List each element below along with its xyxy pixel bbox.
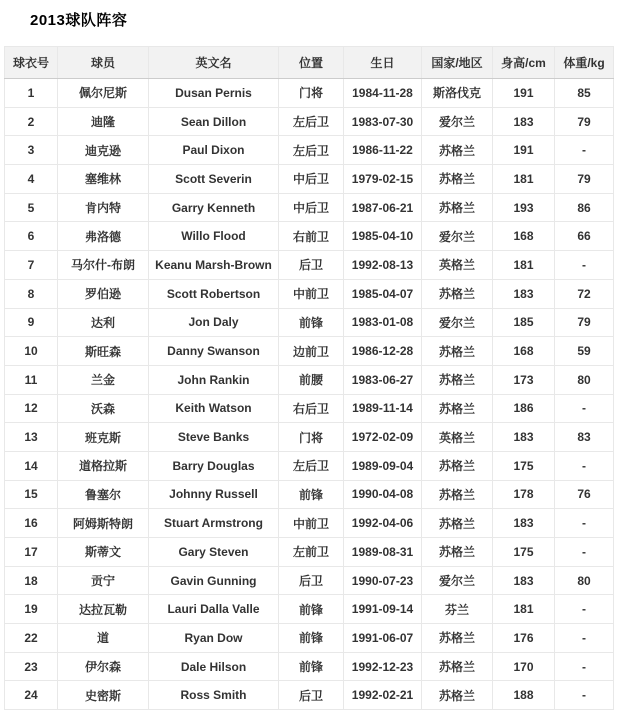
table-cell: Danny Swanson — [149, 337, 279, 366]
table-cell: - — [555, 451, 614, 480]
table-cell: 迪克逊 — [58, 136, 149, 165]
table-row — [5, 107, 614, 136]
table-cell: Ryan Dow — [149, 624, 279, 653]
table-row — [5, 251, 614, 280]
table-cell: 1985-04-07 — [344, 279, 422, 308]
table-cell: - — [555, 681, 614, 710]
table-cell: 前腰 — [279, 365, 344, 394]
table-cell: 168 — [493, 337, 555, 366]
table-cell: 183 — [493, 279, 555, 308]
table-cell: Scott Robertson — [149, 279, 279, 308]
table-cell: 183 — [493, 107, 555, 136]
table-cell: 边前卫 — [279, 337, 344, 366]
table-cell: John Rankin — [149, 365, 279, 394]
table-row — [5, 538, 614, 567]
table-cell: Barry Douglas — [149, 451, 279, 480]
table-cell: 17 — [5, 538, 58, 567]
table-row — [5, 222, 614, 251]
table-cell: 7 — [5, 251, 58, 280]
table-cell: 1986-11-22 — [344, 136, 422, 165]
table-cell: 72 — [555, 279, 614, 308]
table-cell: 苏格兰 — [422, 681, 493, 710]
table-cell: 181 — [493, 251, 555, 280]
table-row — [5, 136, 614, 165]
table-cell: Steve Banks — [149, 423, 279, 452]
table-cell: 中后卫 — [279, 165, 344, 194]
table-cell: 左后卫 — [279, 107, 344, 136]
header-row — [5, 47, 614, 79]
table-row — [5, 451, 614, 480]
table-cell: 班克斯 — [58, 423, 149, 452]
table-cell: 19 — [5, 595, 58, 624]
table-cell: 爱尔兰 — [422, 308, 493, 337]
table-cell: 85 — [555, 79, 614, 108]
table-cell: 24 — [5, 681, 58, 710]
table-cell: - — [555, 136, 614, 165]
table-cell: 伊尔森 — [58, 652, 149, 681]
table-cell: 170 — [493, 652, 555, 681]
table-cell: 1983-07-30 — [344, 107, 422, 136]
table-cell: 爱尔兰 — [422, 566, 493, 595]
table-cell: 178 — [493, 480, 555, 509]
column-header-5: 国家/地区 — [422, 47, 493, 79]
table-cell: 16 — [5, 509, 58, 538]
table-cell: 斯旺森 — [58, 337, 149, 366]
table-cell: 5 — [5, 193, 58, 222]
column-header-1: 球员 — [58, 47, 149, 79]
table-cell: 1992-08-13 — [344, 251, 422, 280]
table-cell: 苏格兰 — [422, 509, 493, 538]
table-cell: 史密斯 — [58, 681, 149, 710]
table-cell: 罗伯逊 — [58, 279, 149, 308]
table-cell: 1983-06-27 — [344, 365, 422, 394]
table-cell: 前锋 — [279, 652, 344, 681]
table-cell: Jon Daly — [149, 308, 279, 337]
table-cell: - — [555, 624, 614, 653]
table-cell: 肯内特 — [58, 193, 149, 222]
table-cell: 181 — [493, 595, 555, 624]
table-cell: 塞维林 — [58, 165, 149, 194]
table-cell: 苏格兰 — [422, 193, 493, 222]
table-cell: 沃森 — [58, 394, 149, 423]
table-cell: 2 — [5, 107, 58, 136]
table-row — [5, 566, 614, 595]
table-cell: Scott Severin — [149, 165, 279, 194]
table-cell: 前锋 — [279, 595, 344, 624]
table-cell: 爱尔兰 — [422, 107, 493, 136]
table-cell: 13 — [5, 423, 58, 452]
table-cell: 191 — [493, 79, 555, 108]
table-cell: 8 — [5, 279, 58, 308]
table-cell: 1991-09-14 — [344, 595, 422, 624]
column-header-0: 球衣号 — [5, 47, 58, 79]
table-cell: 183 — [493, 566, 555, 595]
table-cell: 4 — [5, 165, 58, 194]
table-row — [5, 337, 614, 366]
table-cell: 左前卫 — [279, 538, 344, 567]
table-cell: Paul Dixon — [149, 136, 279, 165]
table-cell: 前锋 — [279, 624, 344, 653]
table-cell: Gavin Gunning — [149, 566, 279, 595]
table-cell: Ross Smith — [149, 681, 279, 710]
table-cell: 苏格兰 — [422, 365, 493, 394]
table-row — [5, 308, 614, 337]
column-header-6: 身高/cm — [493, 47, 555, 79]
table-cell: Dale Hilson — [149, 652, 279, 681]
table-cell: 苏格兰 — [422, 337, 493, 366]
table-cell: 贡宁 — [58, 566, 149, 595]
table-cell: 193 — [493, 193, 555, 222]
table-cell: Gary Steven — [149, 538, 279, 567]
table-row — [5, 279, 614, 308]
table-cell: 1992-02-21 — [344, 681, 422, 710]
table-row — [5, 595, 614, 624]
table-cell: 左后卫 — [279, 451, 344, 480]
table-cell: 达拉瓦勒 — [58, 595, 149, 624]
table-cell: - — [555, 251, 614, 280]
table-cell: 59 — [555, 337, 614, 366]
table-body — [5, 79, 614, 710]
table-row — [5, 165, 614, 194]
table-cell: 18 — [5, 566, 58, 595]
table-row — [5, 509, 614, 538]
table-cell: 10 — [5, 337, 58, 366]
table-cell: - — [555, 509, 614, 538]
table-cell: 苏格兰 — [422, 136, 493, 165]
table-cell: 1984-11-28 — [344, 79, 422, 108]
table-cell: 12 — [5, 394, 58, 423]
column-header-4: 生日 — [344, 47, 422, 79]
table-cell: Willo Flood — [149, 222, 279, 251]
table-cell: Keanu Marsh-Brown — [149, 251, 279, 280]
table-cell: Dusan Pernis — [149, 79, 279, 108]
table-cell: 15 — [5, 480, 58, 509]
table-cell: 185 — [493, 308, 555, 337]
table-cell: 佩尔尼斯 — [58, 79, 149, 108]
table-cell: 79 — [555, 308, 614, 337]
table-cell: 马尔什-布朗 — [58, 251, 149, 280]
table-cell: 22 — [5, 624, 58, 653]
roster-table — [4, 46, 614, 710]
column-header-3: 位置 — [279, 47, 344, 79]
table-cell: 英格兰 — [422, 251, 493, 280]
table-row — [5, 681, 614, 710]
table-cell: - — [555, 538, 614, 567]
table-cell: Keith Watson — [149, 394, 279, 423]
table-cell: 1987-06-21 — [344, 193, 422, 222]
table-cell: 苏格兰 — [422, 165, 493, 194]
table-cell: 79 — [555, 107, 614, 136]
table-cell: 苏格兰 — [422, 480, 493, 509]
table-cell: 道 — [58, 624, 149, 653]
table-cell: 左后卫 — [279, 136, 344, 165]
table-cell: Garry Kenneth — [149, 193, 279, 222]
table-cell: 6 — [5, 222, 58, 251]
table-cell: Johnny Russell — [149, 480, 279, 509]
table-cell: - — [555, 394, 614, 423]
table-cell: 苏格兰 — [422, 538, 493, 567]
table-cell: 中前卫 — [279, 279, 344, 308]
table-row — [5, 394, 614, 423]
table-row — [5, 365, 614, 394]
table-cell: 道格拉斯 — [58, 451, 149, 480]
table-cell: 86 — [555, 193, 614, 222]
table-cell: 1979-02-15 — [344, 165, 422, 194]
table-cell: 1989-09-04 — [344, 451, 422, 480]
table-cell: 爱尔兰 — [422, 222, 493, 251]
table-cell: 阿姆斯特朗 — [58, 509, 149, 538]
table-cell: 1983-01-08 — [344, 308, 422, 337]
table-cell: 175 — [493, 538, 555, 567]
table-cell: 1992-12-23 — [344, 652, 422, 681]
table-cell: 中前卫 — [279, 509, 344, 538]
table-cell: Lauri Dalla Valle — [149, 595, 279, 624]
table-cell: 176 — [493, 624, 555, 653]
column-header-7: 体重/kg — [555, 47, 614, 79]
table-cell: 80 — [555, 365, 614, 394]
column-header-2: 英文名 — [149, 47, 279, 79]
table-cell: 苏格兰 — [422, 279, 493, 308]
table-cell: 斯洛伐克 — [422, 79, 493, 108]
table-cell: 兰金 — [58, 365, 149, 394]
table-cell: 斯蒂文 — [58, 538, 149, 567]
table-cell: 苏格兰 — [422, 394, 493, 423]
table-cell: 达利 — [58, 308, 149, 337]
table-cell: 76 — [555, 480, 614, 509]
table-row — [5, 193, 614, 222]
table-cell: 183 — [493, 423, 555, 452]
table-cell: 苏格兰 — [422, 624, 493, 653]
table-cell: 188 — [493, 681, 555, 710]
table-cell: Sean Dillon — [149, 107, 279, 136]
table-cell: 右前卫 — [279, 222, 344, 251]
table-cell: 后卫 — [279, 251, 344, 280]
table-cell: 1990-07-23 — [344, 566, 422, 595]
table-cell: 11 — [5, 365, 58, 394]
table-cell: 3 — [5, 136, 58, 165]
table-row — [5, 480, 614, 509]
table-cell: 弗洛德 — [58, 222, 149, 251]
table-cell: 苏格兰 — [422, 652, 493, 681]
table-cell: 1992-04-06 — [344, 509, 422, 538]
table-cell: 前锋 — [279, 308, 344, 337]
table-cell: 9 — [5, 308, 58, 337]
table-cell: 前锋 — [279, 480, 344, 509]
table-cell: 186 — [493, 394, 555, 423]
table-cell: 1986-12-28 — [344, 337, 422, 366]
page-title: 2013球队阵容 — [30, 12, 128, 29]
table-cell: 英格兰 — [422, 423, 493, 452]
table-cell: 1985-04-10 — [344, 222, 422, 251]
table-cell: 右后卫 — [279, 394, 344, 423]
table-cell: 183 — [493, 509, 555, 538]
table-cell: - — [555, 652, 614, 681]
table-cell: 191 — [493, 136, 555, 165]
table-cell: 后卫 — [279, 681, 344, 710]
table-cell: 181 — [493, 165, 555, 194]
table-cell: 80 — [555, 566, 614, 595]
table-cell: 168 — [493, 222, 555, 251]
table-cell: 1972-02-09 — [344, 423, 422, 452]
table-cell: 175 — [493, 451, 555, 480]
table-cell: 门将 — [279, 79, 344, 108]
table-cell: 1 — [5, 79, 58, 108]
table-cell: 1989-08-31 — [344, 538, 422, 567]
table-cell: - — [555, 595, 614, 624]
table-cell: 14 — [5, 451, 58, 480]
table-row — [5, 423, 614, 452]
table-cell: 1991-06-07 — [344, 624, 422, 653]
table-cell: 后卫 — [279, 566, 344, 595]
table-cell: 迪隆 — [58, 107, 149, 136]
table-cell: 79 — [555, 165, 614, 194]
table-row — [5, 652, 614, 681]
table-cell: 门将 — [279, 423, 344, 452]
table-cell: 鲁塞尔 — [58, 480, 149, 509]
table-cell: 芬兰 — [422, 595, 493, 624]
table-cell: 1990-04-08 — [344, 480, 422, 509]
table-cell: 苏格兰 — [422, 451, 493, 480]
table-cell: Stuart Armstrong — [149, 509, 279, 538]
table-cell: 23 — [5, 652, 58, 681]
table-row — [5, 624, 614, 653]
table-cell: 中后卫 — [279, 193, 344, 222]
table-cell: 173 — [493, 365, 555, 394]
table-cell: 1989-11-14 — [344, 394, 422, 423]
table-cell: 83 — [555, 423, 614, 452]
table-cell: 66 — [555, 222, 614, 251]
table-row — [5, 79, 614, 108]
